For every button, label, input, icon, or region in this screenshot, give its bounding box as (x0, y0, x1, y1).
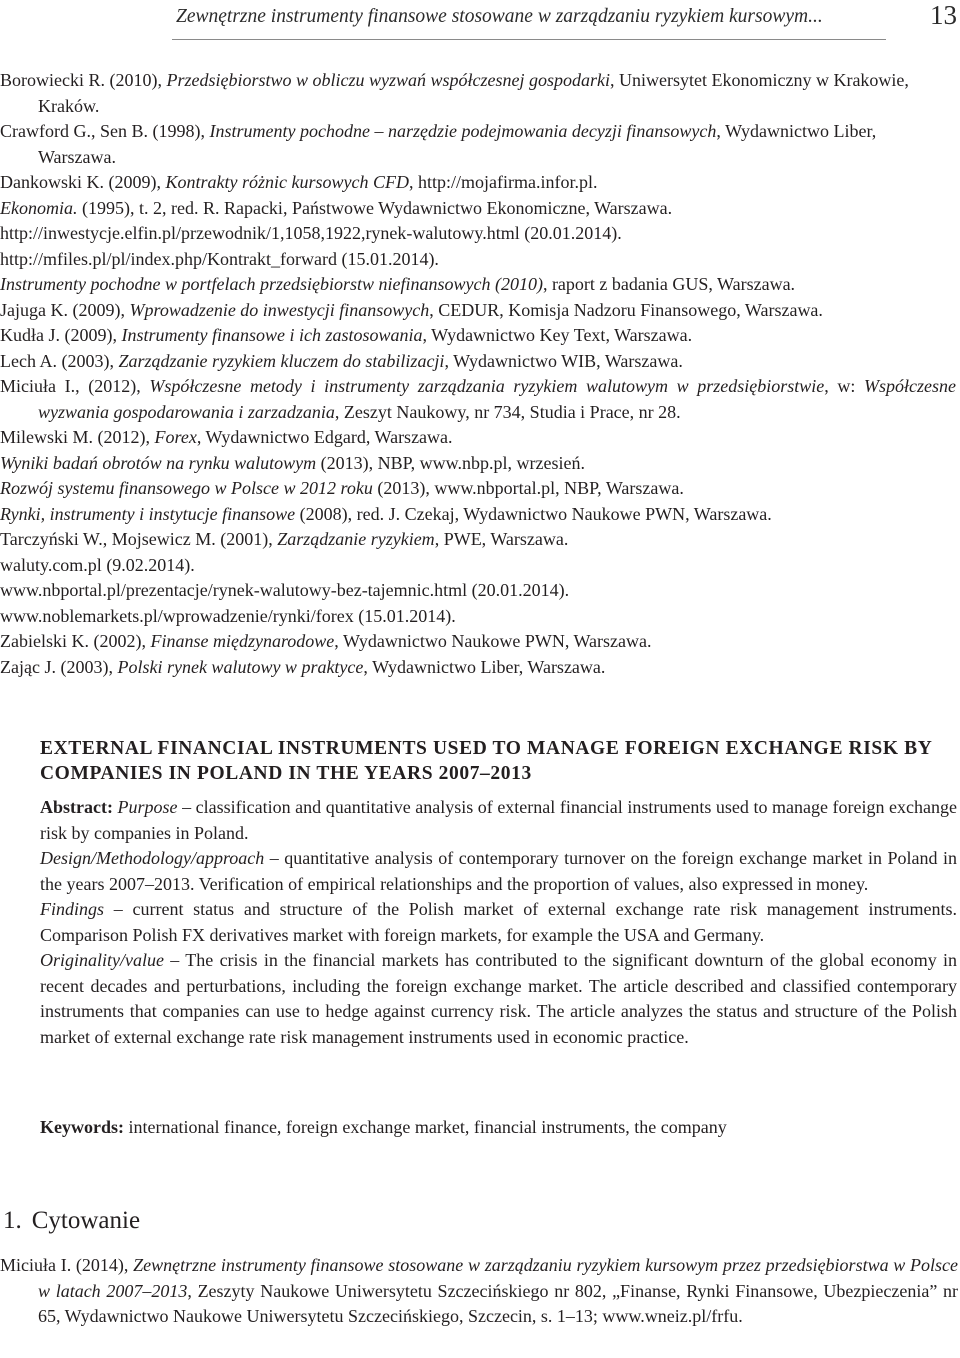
reference-item: waluty.com.pl (9.02.2014). (0, 554, 195, 575)
reference-item: Crawford G., Sen B. (1998), Instrumenty pochodne – narzędzie podejmowania decyzji finansowych, Wydawnictwo Liber, Warszawa. (0, 121, 877, 167)
keywords: Keywords: international finance, foreign exchange market, financial instruments, the company (40, 1117, 727, 1137)
abstract (40, 795, 957, 1050)
page-number: 13 (930, 0, 957, 30)
reference-item: Instrumenty pochodne w portfelach przedsiębiorstw niefinansowych (2010), raport z badania GUS, Warszawa. (0, 274, 796, 294)
abstract-design: Design/Methodology/approach – quantitative analysis of contemporary turnover on the foreign exchange market in Poland in the years 2007–2013. Verification of empirical relationships and the proportion of values, also expressed in money. (40, 848, 957, 894)
citation-text: Miciuła I. (2014), Zewnętrzne instrumenty finansowe stosowane w zarządzaniu ryzykiem kursowym przez przedsiębiorstwa w Polsce w latach 2007–2013, Zeszyty Naukowe Uniwersytetu Szczecińskiego nr 802, „Finanse, Rynki Finansowe, Ubezpieczenia” nr 65, Wydawnictwo Naukowe Uniwersytetu Szczecińskiego, Szczecin, s. 1–13; www.wneiz.pl/frfu. (0, 1255, 958, 1326)
reference-item: Miciuła I., (2012), Współczesne metody i instrumenty zarządzania ryzykiem walutowym w przedsiębiorstwie, w: Współczesne wyzwania gospodarowania i zarzadzania, Zeszyt Naukowy, nr 734, Studia i Prace, nr 28. (0, 376, 957, 422)
reference-item: Rozwój systemu finansowego w Polsce w 2012 roku (2013), www.nbportal.pl, NBP, Warszawa. (0, 478, 684, 498)
reference-item: Tarczyński W., Mojsewicz M. (2001), Zarządzanie ryzykiem, PWE, Warszawa. (0, 529, 569, 549)
section-heading (3, 1207, 140, 1235)
header-rule (172, 39, 886, 40)
reference-item: Dankowski K. (2009), Kontrakty różnic kursowych CFD, http://mojafirma.infor.pl. (0, 172, 598, 192)
reference-item: Ekonomia. (1995), t. 2, red. R. Rapacki, Państwowe Wydawnictwo Ekonomiczne, Warszawa. (0, 197, 673, 218)
reference-item: Kudła J. (2009), Instrumenty finansowe i ich zastosowania, Wydawnictwo Key Text, Warszawa. (0, 325, 693, 345)
section-title: Cytowanie (31, 1207, 141, 1234)
english-title: EXTERNAL FINANCIAL INSTRUMENTS USED TO MANAGE FOREIGN EXCHANGE RISK BY COMPANIES IN POLAND IN THE YEARS 2007–2013 (40, 738, 932, 784)
bibliography (0, 68, 960, 680)
reference-item: Wyniki badań obrotów na rynku walutowym (2013), NBP, www.nbp.pl, wrzesień. (0, 452, 585, 473)
reference-item: http://inwestycje.elfin.pl/przewodnik/1,1058,1922,rynek-walutowy.html (20.01.2014). (0, 223, 622, 243)
reference-item: Rynki, instrumenty i instytucje finansowe (2008), red. J. Czekaj, Wydawnictwo Naukowe PWN, Warszawa. (0, 503, 772, 524)
running-title: Zewnętrzne instrumenty finansowe stosowane w zarządzaniu ryzykiem kursowym... (176, 6, 823, 27)
running-header (0, 0, 960, 44)
abstract-purpose: Abstract: Purpose – classification and quantitative analysis of external financial instruments used to manage foreign exchange risk by companies in Poland. (40, 797, 957, 843)
section-number: 1. (3, 1207, 22, 1234)
reference-item: Zabielski K. (2002), Finanse międzynarodowe, Wydawnictwo Naukowe PWN, Warszawa. (0, 631, 652, 651)
reference-item: Lech A. (2003), Zarządzanie ryzykiem kluczem do stabilizacji, Wydawnictwo WIB, Warszawa. (0, 350, 683, 371)
reference-item: Milewski M. (2012), Forex, Wydawnictwo Edgard, Warszawa. (0, 427, 453, 447)
reference-item: Jajuga K. (2009), Wprowadzenie do inwestycji finansowych, CEDUR, Komisja Nadzoru Finansowego, Warszawa. (0, 299, 823, 320)
reference-item: www.nbportal.pl/prezentacje/rynek-walutowy-bez-tajemnic.html (20.01.2014). (0, 580, 570, 600)
reference-item: http://mfiles.pl/pl/index.php/Kontrakt_forward (15.01.2014). (0, 248, 439, 269)
reference-item: Zając J. (2003), Polski rynek walutowy w praktyce, Wydawnictwo Liber, Warszawa. (0, 656, 606, 677)
reference-item: www.noblemarkets.pl/wprowadzenie/rynki/forex (15.01.2014). (0, 605, 456, 626)
abstract-findings: Findings – current status and structure of the Polish market of external exchange rate risk management instruments. Comparison Polish FX derivatives market with foreign markets, for example the USA and Germany. (40, 899, 957, 945)
abstract-originality: Originality/value – The crisis in the financial markets has contributed to the significant downturn of the global economy in recent decades and perturbations, including the foreign exchange market. The article described and classified contemporary instruments that companies can use to hedge against currency risk. The article analyzes the status and structure of the Polish market of external exchange rate risk management instruments used in economic practice. (40, 950, 957, 1047)
reference-item: Borowiecki R. (2010), Przedsiębiorstwo w obliczu wyzwań współczesnej gospodarki, Uniwersytet Ekonomiczny w Krakowie, Kraków. (0, 70, 909, 116)
